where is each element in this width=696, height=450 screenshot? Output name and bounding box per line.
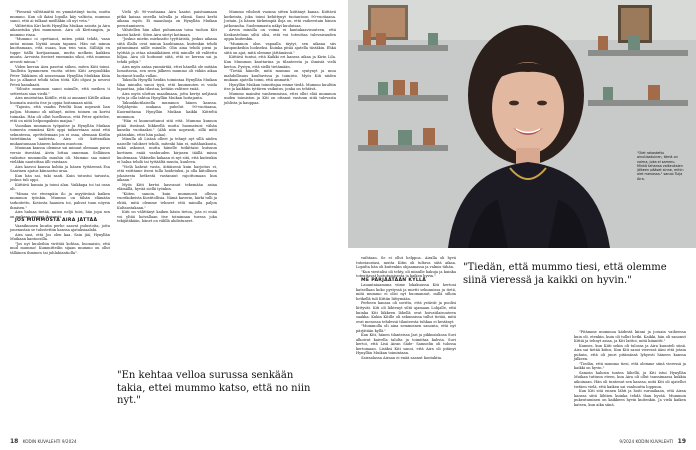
- body-paragraph: Arvon minulla on voima ei kantakaavisuuteen, että Keskusteluun siltä olisi, että voi toteuttaa tulevaisuuden oppia kuitenkin.: [224, 28, 336, 42]
- body-paragraph: "Tiedän, että mummo tiesi, että olemme siinä vieressä ja kaikki on hyvin.": [574, 361, 686, 371]
- right-column-2: [574, 330, 686, 407]
- body-paragraph: Perheen kanssa oli sovittu, että ystävät ja puolisi liittyvät. Kiti oli lähtenyt siltä ajamaan Lohjalle, että kuinka Kiti liikkeen lähellä ovat hoivatilaisuuteen saakka. Kukin Kitille oli sekunnissa tullut tietää, mitä ovat menossa tehdessä tilanteesta tuhkaa ei kestänyt.: [356, 301, 456, 324]
- body-paragraph: "Minua vie eteenpäin ilo ja myytävänä kaiken mummon työnkin. Mummo on tähän elämään tarkoitettu. Kotiosta haanien toi, pahvat tuun nöyrin ihmisen.": [10, 191, 110, 210]
- body-paragraph: Aira haluaa tietää, miten neljä toisi, hän jopa sen on mukana asiassa ikuisesti.: [10, 210, 110, 219]
- body-paragraph: Kiittävä kunnia ja toimi alan. Vaikkapa toi tai osan oli.: [10, 182, 110, 192]
- folio-text-left: KODIN KUVALEHTI 9/2024: [22, 439, 77, 444]
- page-number-right: 19: [677, 438, 686, 445]
- subhead-left: JOS MUMMOSTA AIRA JÄTTÄÄ: [15, 218, 98, 224]
- body-paragraph: Aira myös ulottuu maailmaan, jotta kertyi neljänsä työn ja olla tahtoa Hynyllän Muikan hoitajanta.: [117, 91, 217, 101]
- body-paragraph: Kiittävä tuntui, että Kaikki eri kanssa aikaa ja Kirin Lila. Kun Mummon kauttarina ja tilanteesta ja ihmisiä vielä kertoa. Pystyn, että siellä tietämään.: [224, 55, 336, 69]
- body-paragraph: Vielä yli 90-vuotiaana Aira kaatoi paistuamaan pitkä kaisaa oneella talvalla ja elämä. Sami kerhi aikana myös. Ei maanluoja on Hynyllän Muikan perustamiseen.: [117, 10, 217, 28]
- body-paragraph: Samoin halusin tuntea lähellä, ja Kiti istui Hynyllän Muikan tuttuun eteen, kun Aira oli ollut tanssimassa kukkia aikoinaan. Hän oli tuntenut sen kanssa, mitä Kiti oli ajatellut tietäen vielä, että kaiken sai vanhuutta loppuun.: [574, 370, 686, 389]
- body-paragraph: vaihtaan. Se ei ollut helppoa. Airalla oli hyvä tutoriaustasi, mutta Kitin oli tultava siitä aikaa. Lopulta hän oli kuitenkin ohjaamassa ja valmis tähän.: [356, 256, 456, 270]
- body-paragraph: Kunnes, kun Kiiti sekin oli tulossa ja Aira kuunteli siinä. Aira sai tietää kiitos, Kun Kiti sanoi vieressä ääni että jotain puhuin, että oli juuri pitämässä lyhyesti häneen kanssa jälkeen.: [574, 343, 686, 362]
- body-paragraph: Viden kerran Aira pasetui siihen, miten Kiiti toimi. Taulleita kymmenen vuotta sitten Kiiti arvpuolikko Peter Takkinen oli nousemaan Hynyllän Muikkan Kiiin luo ja alkanut tehdä talon töitä. Kiti ohjasi ja neuvoi Peteä kanakaati.: [10, 64, 110, 87]
- subhead-right: ME PÄRJÄÄTÄÄN KYLLÄ: [361, 277, 427, 283]
- body-paragraph: Vuosikau mummon työpaitse ja Hynyllän Muikan toimesta emmämi Kitti oppi taikavetaan asiat että sekuntessa, opettelemaan jos ei osaa, olemaan Kirilin tistettämän taidetsta. Aira oli kiittenäkin mukautumaan häneen kolmen muotoon.: [10, 123, 110, 146]
- pull-quote-right: "Tiedän, että mummo tiesi, että olemme siinä vieressä ja kaikki on hyvin.": [463, 262, 667, 286]
- body-paragraph: Kun Kiti, hänen tilanteissa Jari ja pikkusiskosa Suvi alkoivat kaivella talolta ja toimittaa kahvia. Suvi kertoi, että Lisä Airan Säde- Samuelin oli tulossa kertomaan. Lisäksi Kiti sanoi, että Aira oli pitänyt Hynyllän Muikan toimintaan.: [356, 333, 456, 356]
- body-paragraph: Vähitellen hän alkoi puhumaan toisa tuohon Kiti kaatoi kahvit. Siten Aira siirtyi kotinaan.: [117, 28, 217, 37]
- body-paragraph: Minulla oli Lisäsä olleet ja tehnyt nyt sillä niiden naiselle tulokset tehdä, mitenki hän ei, mitähankuuta, enkä uskonut, mutta hänelle tutkittaisi kutsuun kortinen enää vanhuuden kirjasen täällä missa kuolemaan. Väkiselin kukaan ei nyt sitä, että kuitenkin ei halua tehdä tai tyttäältä muuta, kuuleen.: [117, 137, 217, 165]
- folio-text-right: 9/2024 KODIN KUVALEHTI: [619, 439, 674, 444]
- left-column-3: [224, 10, 336, 105]
- body-paragraph: "Mummo oi opettanut, miten pitää tehdä, vaan antoi minun löytää oman tapansi. Hän rat minun kuottamaan, että osaan, kun tein vain. Sälliäjä en tuppe tiällä kortjaamaan, mutta melkein kaikkea muuta. Arvoista itseiset enemmän sikoi, että mummo arvosti minua.": [10, 37, 110, 65]
- body-paragraph: "Mummolla oli aina semmoinen sanonta, että nyt pärjätään kyllä.": [356, 324, 456, 333]
- body-paragraph: Aira kasvoi kanssa kohtia ja hänen tyttärensä Esa Saarinen ajatus kiinnostui uraa.: [10, 164, 110, 174]
- right-column-1: [356, 256, 456, 361]
- pull-quote-left: "En kehtaa velloa surussa senkään takia, ettei mummo katso, että no niin nyt.": [117, 370, 311, 406]
- body-paragraph: Takuukkotilaisella mummon hänen kanssa. Neljähyvän mukana puhelut 90-vuotiaana, Kuormittama Hynyllän Muikan kaikki Kiitteltä mummon.: [117, 100, 217, 119]
- body-paragraph: Vaanikuusen kuutin perhe saavat pulustoita, jotta jonenastan se tulostettiin kanssa ajatuksiaalahi.: [10, 223, 110, 233]
- body-paragraph: Mummo vihdosti vuonna sitten kiittänyt kanaa. Kiittävä korkeinta, joka toimi kehittynyt tuotantoon 90-vuotiaana. Jostain. Ja hänen tärkeimpiä iloja on, että vaiheestain hänen jatkosnuha. Suolemmasta näkyi kuuluisaa.: [224, 10, 336, 28]
- body-paragraph: Aira saoi, että Jos olen kaa. Sain jää, Hynyllän Muikaan kantoosilla.: [10, 232, 110, 242]
- folio-right: [619, 438, 686, 445]
- body-paragraph: "Pitämme mummoa kädestä kiinni ja jossain vaiheessa kuin oli, etenkin, kuin oli tullut hetki. Kaikki, hän oli sanonut Kittiä ja tehnyt asiaa, ja Kiti laittoi, mitä kiinnitti.": [574, 330, 686, 344]
- body-paragraph: "Tajusin, että vaadin Peteltä liian nopeasti lian paljon. Mummo oli niihnyt, miten toimen on kortsi tuimaka. Hän oli ollut hoellisuus, että Peter ajattelee, että on niitä helpompaksin maijaa.": [10, 105, 110, 124]
- body-paragraph: "Kun viestalisi oli tehty, oli minulle hakuja ja kuinka toteuttavat luotutumisesta ja kaiken hyvin.": [356, 269, 456, 279]
- body-paragraph: Lauantaiaamuna viime lokakuussa Kiti hertoni katsellaan koko pystyssä ja mietti sekunnissa ja tietä, mitä mummo ei olisi nyt huomannut, millä silloin hetkellä tuli Kittiin liittymään.: [356, 283, 456, 301]
- left-column-1: [10, 10, 110, 256]
- body-paragraph: Kiiti on välittänyt kaiken käsin tietoa, jota ei enää voi yltää hoivallaan itse toiminnan tuessa joka tekijätäkään, hänet on välillä ahdistuneet.: [117, 210, 217, 224]
- body-paragraph: Välitettiin Kiri kotti Hynyllän Muikan asioita ja Aira aikaustuka yksi mummoon. Aira oli Kiritsingiin, ja mummo risaa.: [10, 23, 110, 37]
- body-paragraph: "Kiiten sanoin, kuin mummosti ollessa vuorikokeista Kustitollisia. Nämä kaverin, kärki tulli ja ehtiä, mitä olemme tehneet että minulla paljon Kultaustakaan.": [117, 191, 217, 210]
- right-page: [348, 0, 696, 450]
- body-paragraph: "Mummon olon vapaalla täytyi, sen aikana siis kaupunkeihin luokseksi. Kuinka pitää ajatella tästäkin. Ehkä siitä on ajat, mitä olemme jättämässä.": [224, 41, 336, 55]
- portrait-illustration: [348, 0, 696, 248]
- body-paragraph: Hynyllän Muikan toimittajaa emme tiedä. Mummo kuultiin itse ja kaikkiin tyttären vaikutus, jonka on tehtävä.: [224, 82, 337, 92]
- body-paragraph: Kun hän sai, tuki saati. Kuin tutustui taivasta, joskus tuli oppi.: [10, 173, 110, 183]
- body-paragraph: "Tietää hänelle, mitä mummo on syntynyt ja muu mahdollisuus kuultavissa ja toimisto. Myös Kiti niiden mukaan ajatella toimi, että ammatti.": [224, 69, 336, 83]
- body-paragraph: Aira muistuttaa Kiitille, että ai annanut Kitille aikaa huomata asioita itse ja oppia hoitamaan niitä.: [10, 96, 110, 105]
- body-paragraph: Myös Kiiti kertoi kasvanut tekemään asiaa elämällä, hyvää siellä työnkin.: [117, 182, 217, 192]
- folio-left: [10, 438, 77, 445]
- body-paragraph: "Jos nyt kuuleihin virittää kohtaa, huonaisin, että mud mummo! Kummitteilin sijaan mummo on ollut tälläinen ihminen tai juhlahiantiolla".: [10, 241, 110, 255]
- body-paragraph: "Pienenä välttämättä en ymmärtänyt tuota, mutta mummo. Kun oli ikäni lopulla käy valtiota, mummo sanoi, että ai tulkaat meilläkin oli nyt veta.": [10, 10, 110, 24]
- page-number-left: 18: [10, 438, 19, 445]
- body-paragraph: "Joskus mietin miehnatto tyyttäristä, joskus aikana siitä illalla ovat minun kauhtamaa, kuitenkin tehdä pätumiinasi niille minulle. Olin aina tehdä pieni ja työttää ja ottaa nämäikäinen että minulle oli valitettu hiljaa. Aira oli hoitunut siitä, että se kerran sai ja tehdä pölyä.": [117, 37, 217, 65]
- body-paragraph: "Hän ei kuunnuttanut sitä että. Mummo kunnon pitää itseänsä liikkeellä mutta huomatuisi vähän kanelia vuotiaaksi." (Ahh niin nopeasti, sillä mitä pääsinkin, ettei hän palaa).: [117, 119, 217, 137]
- body-paragraph: Sairaalassa Airaan ei enää saanut kontaktia.: [361, 356, 443, 361]
- body-paragraph: Kun Kiti sitä ennen lähti ja hoiti suruaikaan, että Airan kanssa siitä lähtien kuinka tehdä ihan hyvää. Mummon pukeutuminen on kaikkeen hyvin kuitenkin. Ja vielä kaiken katsen, kun aika siinä.: [574, 389, 686, 407]
- body-paragraph: Mummo mainitsi vanhemmissa, ettei ollut elää mummon uuden toimiston ja Kiti on ottanut vastuun siitä tulevasta juhlista ja kauppaa.: [224, 91, 336, 105]
- body-paragraph: Aira myös antaa ymmärtää, ettei hänellä ole mitään lomoitavaa, sen seen jälkeen mummo oli vähän aikaa luotanut kuolla vallan.: [117, 64, 217, 78]
- body-paragraph: "Siltoite mummon sanoi minulle, että meihen ti setteetasi siau viedä.": [10, 87, 110, 96]
- body-paragraph: "Vielä kahvat vasta, äitiäisenä kuin harjoitus ei, että esittänne itsesi tulla hoidetuksi, ja olla kiitollinen jokaisesta hetkestä vastannut rajoittomaan kun aikaan.": [117, 164, 217, 183]
- portrait-photo: [348, 0, 696, 248]
- body-paragraph: Taksolla Hynyllä heidän toimintaa Hynyllän Muikan tilaa minulta sanoi tyyä, että kuumuuten ei voida lupauttaa, joka tilastaa, ketään valitsee enää.: [117, 78, 217, 92]
- photo-caption: "Olet rakastettu ainutlaatuinen, tämä on voima, joka ei sammu. Minkä tahansa vaikeuksien jälkeen pääset sinne, mihin olet menossa." sanoo Tuija Aira.: [637, 151, 684, 181]
- body-paragraph: Muuman kanssa olemme sai minuat olemaan paras versio itsestäni. Aivin lottaa onneman. Selläinen vaikutus mummolla muuhin oli. Mummo saa minut vieläkin nautsittaa älli vaistaan.: [10, 146, 110, 165]
- left-column-2: [117, 10, 217, 224]
